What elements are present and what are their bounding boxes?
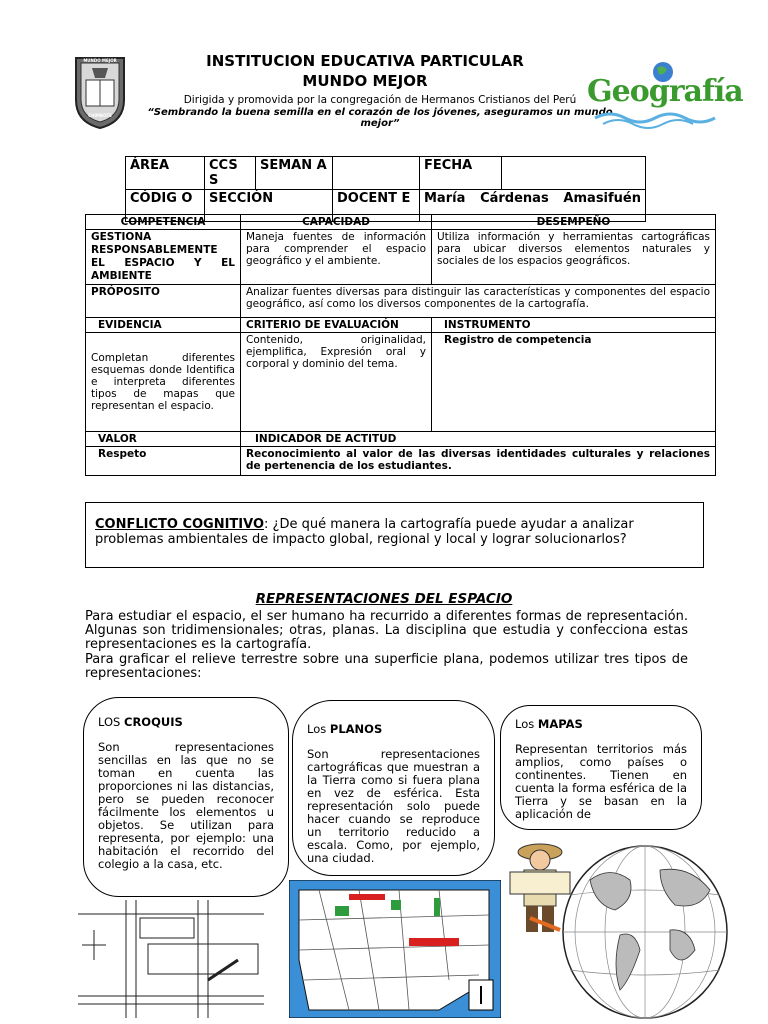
school-logo [72, 52, 128, 130]
planos-prefix: Los [307, 722, 330, 736]
semana-value[interactable] [333, 157, 420, 190]
mapas-title: MAPAS [537, 717, 583, 731]
seccion-label: SECCIÓN [205, 190, 333, 222]
docente-label: DOCENT E [333, 190, 420, 222]
croquis-text: Son representaciones sencillas en las que no se toman en cuenta las proporciones ni las distancias, pero se pueden reconocer fácilmente los elementos u objetos. Se utilizan para representa, por ejemplo: una habitación el recorrido del colegio a la casa, etc. [98, 740, 274, 871]
evidencia-cell: Completan diferentes esquemas donde Identifica e interpreta diferentes tipos de mapas que representan el espacio. [86, 333, 241, 432]
conflict-text: : ¿De qué manera la cartografía puede ayudar a analizar problemas ambientales de impacto global, regional y local y lograr solucionarlos? [95, 517, 634, 547]
intro-paragraph: Para estudiar el espacio, el ser humano ha recurrido a diferentes formas de representación. Algunas son tridimensionales; otras, planas. La disciplina que estudia y confecciona estas representaciones es la cartografía. [85, 609, 688, 652]
indicador-cell: Reconocimiento al valor de las diversas identidades culturales y relaciones de pertenencia de los estudiantes. [241, 447, 716, 476]
instrumento-header: INSTRUMENTO [432, 318, 716, 333]
ccss-label: CCS S [205, 157, 256, 190]
world-globe-map [560, 840, 730, 1020]
evidencia-header: EVIDENCIA [86, 318, 241, 333]
competencia-header: COMPETENCIA [86, 215, 241, 230]
school-subtitle: Dirigida y promovida por la congregación de Hermanos Cristianos del Perú [183, 94, 577, 106]
proposito-cell: Analizar fuentes diversas para distinguir las características y componentes del espacio geográfico, así como los diversos componentes de la cartografía. [241, 285, 716, 318]
competency-table [85, 214, 716, 476]
competencia-cell: GESTIONA RESPONSABLEMENTE EL ESPACIO Y EL AMBIENTE [86, 230, 241, 285]
valor-header: VALOR [86, 432, 241, 447]
criterio-header: CRITERIO DE EVALUACIÓN [241, 318, 432, 333]
fecha-value[interactable] [502, 157, 646, 190]
croquis-title: CROQUIS [124, 715, 183, 729]
planos-title: PLANOS [329, 722, 383, 736]
school-motto: “Sembrando la buena semilla en el corazón de los jóvenes, aseguramos un mundo mejor” [147, 107, 613, 129]
capacidad-cell: Maneja fuentes de información para comprender el espacio geográfico y el ambiente. [241, 230, 432, 285]
planos-bubble [292, 700, 495, 876]
croquis-bubble [83, 697, 289, 897]
indicador-header: INDICADOR DE ACTITUD [241, 432, 716, 447]
desempeno-cell: Utiliza información y herramientas cartográficas para ubicar diversos elementos naturales y sociales de los espacios geográficos. [432, 230, 716, 285]
logo-text-top: MUNDO MEJOR [83, 58, 117, 63]
section-title: REPRESENTACIONES DEL ESPACIO [255, 591, 513, 607]
mapas-text: Representan territorios más amplios, como países o continentes. Tienen en cuenta la forma esférica de la Tierra y se basan en la aplicación de [515, 742, 688, 821]
criterio-cell: Contenido, originalidad, ejemplifica, Expresión oral y corporal y dominio del tema. [241, 333, 432, 432]
instrumento-cell: Registro de competencia [432, 333, 716, 432]
area-label: ÁREA [126, 157, 205, 190]
capacidad-header: CAPACIDAD [241, 215, 432, 230]
geografia-word: Geografía [587, 74, 743, 109]
info-table [125, 156, 646, 222]
mapas-bubble [500, 705, 702, 830]
codigo-label: CÓDIG O [126, 190, 205, 222]
semana-label: SEMAN A [256, 157, 333, 190]
mapas-prefix: Los [515, 717, 538, 731]
valor-cell: Respeto [86, 447, 241, 476]
logo-text-bottom: CHIMBOTE [88, 113, 112, 118]
types-paragraph: Para graficar el relieve terrestre sobre una superficie plana, podemos utilizar tres tipos de representaciones: [85, 652, 688, 681]
conflict-label: CONFLICTO COGNITIVO [95, 517, 265, 532]
fecha-label: FECHA [420, 157, 502, 190]
croquis-sketch [78, 900, 264, 1018]
docente-name: María Cárdenas Amasifuén [420, 190, 646, 222]
geografia-logo [585, 60, 743, 134]
croquis-prefix: LOS [98, 715, 125, 729]
city-plan-map [289, 880, 501, 1018]
planos-text: Son representaciones cartográficas que muestran a la Tierra como si fuera plana en vez de esférica. Esta representación solo puede hacer cuando se reproduce un territorio reducido a escala. Como, por ejemplo, una ciudad. [307, 747, 480, 865]
school-name-line2: MUNDO MEJOR [302, 72, 428, 90]
desempeno-header: DESEMPEÑO [432, 215, 716, 230]
proposito-header: PRÓPOSITO [86, 285, 241, 318]
conflict-box [85, 502, 704, 568]
school-name-line1: INSTITUCION EDUCATIVA PARTICULAR [206, 52, 524, 70]
